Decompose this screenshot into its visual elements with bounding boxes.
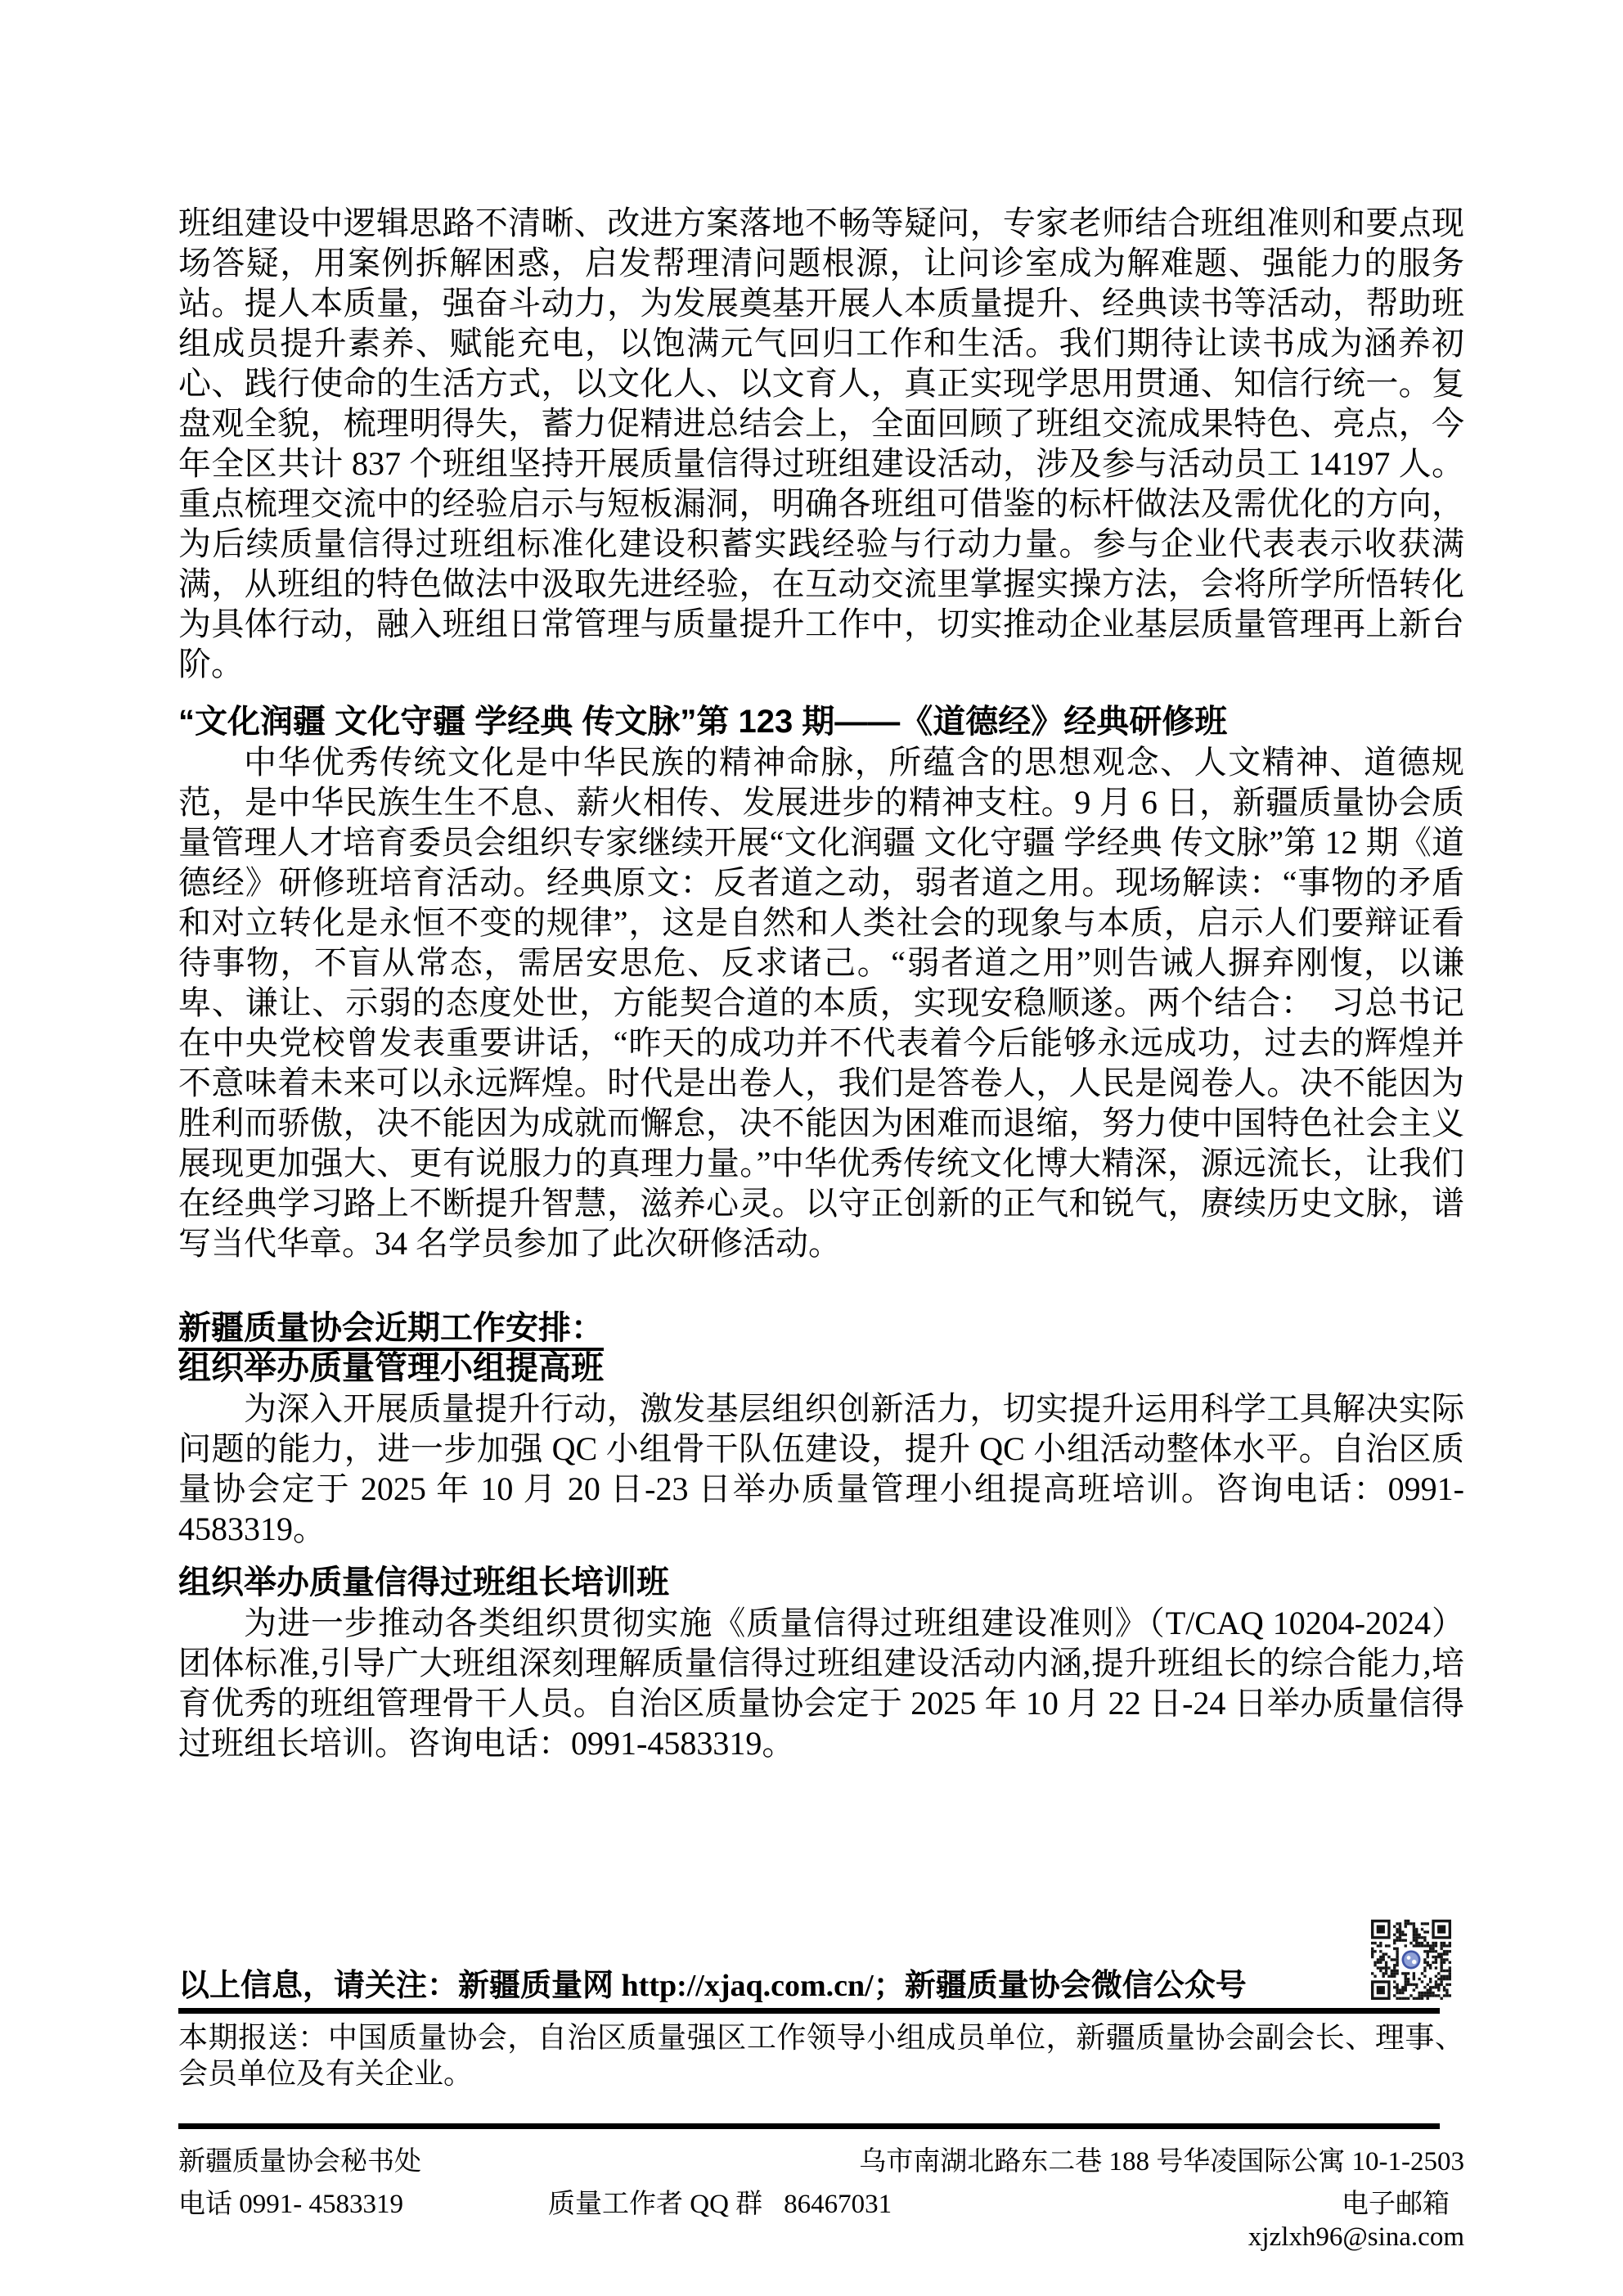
footer-email-label: 电子邮箱	[1342, 2190, 1450, 2219]
notice-suffix: ；新疆质量协会微信公众号	[873, 1969, 1247, 2003]
footer-qq-group	[548, 2188, 1129, 2221]
heading-daodejing-class: “文化润疆 文化守疆 学经典 传文脉”第 123 期——《道德经》经典研修班	[178, 704, 1228, 740]
footer-row-contacts	[178, 2188, 1464, 2253]
heading-upcoming-work-underline: 新疆质量协会近期工作安排：	[178, 1310, 604, 1351]
paragraph-team-leader-class: 为进一步推动各类组织贯彻实施《质量信得过班组建设准则》（T/CAQ 10204-2024）团体标准,引导广大班组深刻理解质量信得过班组建设活动内涵,提升班组长的综合能力,培育优秀的班组管理骨干人员。自治区质量协会定于 2025 年 10 月 22 日-24 日举办质量信得过班组长培训。咨询电话：0991-4583319。	[178, 1605, 1464, 1762]
footer-row-org	[178, 2145, 1464, 2178]
footer-address: 乌市南湖北路东二巷 188 号华凌国际公寓 10-1-2503	[859, 2147, 1464, 2177]
notice-text	[178, 1967, 1247, 2005]
paragraph-continued: 班组建设中逻辑思路不清晰、改进方案落地不畅等疑问，专家老师结合班组准则和要点现场答疑，用案例拆解困惑，启发帮理清问题根源，让问诊室成为解难题、强能力的服务站。提人本质量，强奋斗动力，为发展奠基开展人本质量提升、经典读书等活动，帮助班组成员提升素养、赋能充电，以饱满元气回归工作和生活。我们期待让读书成为涵养初心、践行使命的生活方式，以文化人、以文育人，真正实现学思用贯通、知信行统一。复盘观全貌，梳理明得失，蓄力促精进总结会上，全面回顾了班组交流成果特色、亮点，今年全区共计 837 个班组坚持开展质量信得过班组建设活动，涉及参与活动员工 14197 人。重点梳理交流中的经验启示与短板漏洞，明确各班组可借鉴的标杆做法及需优化的方向，为后续质量信得过班组标准化建设积蓄实践经验与行动力量。参与企业代表表示收获满满，从班组的特色做法中汲取先进经验，在互动交流里掌握实操方法，会将所学所悟转化为具体行动，融入班组日常管理与质量提升工作中，切实推动企业基层质量管理再上新台阶。	[178, 205, 1464, 682]
footer-phone: 电话 0991- 4583319	[178, 2190, 403, 2219]
heading-team-leader-class: 组织举办质量信得过班组长培训班	[178, 1564, 669, 1600]
notice-row	[178, 1918, 1464, 2008]
heading-upcoming-work	[178, 1308, 1464, 1348]
notice-prefix: 以上信息，请关注：新疆质量网	[178, 1969, 622, 2003]
footer-email	[1129, 2188, 1464, 2253]
paragraph-qc-group-class: 为深入开展质量提升行动，激发基层组织创新活力，切实提升运用科学工具解决实际问题的能力，进一步加强 QC 小组骨干队伍建设，提升 QC 小组活动整体水平。自治区质量协会定于 2025 年 10 月 20 日-23 日举办质量管理小组提高班培训。咨询电话：0991-4583319。	[178, 1390, 1464, 1547]
wechat-qrcode-svg	[1371, 1920, 1451, 2000]
website-link[interactable]: http://xjaq.com.cn/	[621, 1969, 874, 2003]
footer-qq-label: 质量工作者 QQ 群	[548, 2190, 763, 2219]
footer-org-name: 新疆质量协会秘书处	[178, 2147, 421, 2177]
horizontal-rule-bottom	[178, 2123, 1440, 2129]
qr-center-logo	[1400, 1948, 1422, 1970]
footer-qq-number: 86467031	[784, 2190, 892, 2219]
horizontal-rule-top	[178, 2008, 1440, 2014]
footer-email-value: xjzlxh96@sina.com	[1248, 2222, 1464, 2252]
paragraph-daodejing: 中华优秀传统文化是中华民族的精神命脉，所蕴含的思想观念、人文精神、道德规范，是中华民族生生不息、薪火相传、发展进步的精神支柱。9 月 6 日，新疆质量协会质量管理人才培育委员会组织专家继续开展“文化润疆 文化守疆 学经典 传文脉”第 12 期《道德经》研修班培育活动。经典原文：反者道之动，弱者道之用。现场解读：“事物的矛盾和对立转化是永恒不变的规律”，这是自然和人类社会的现象与本质，启示人们要辩证看待事物，不盲从常态，需居安思危、反求诸己。“弱者道之用”则告诫人摒弃刚愎，以谦卑、谦让、示弱的态度处世，方能契合道的本质，实现安稳顺遂。两个结合： 习总书记在中央党校曾发表重要讲话，“昨天的成功并不代表着今后能够永远成功，过去的辉煌并不意味着未来可以永远辉煌。时代是出卷人，我们是答卷人，人民是阅卷人。决不能因为胜利而骄傲，决不能因为成就而懈怠，决不能因为困难而退缩，努力使中国特色社会主义展现更加强大、更有说服力的真理力量。”中华优秀传统文化博大精深，源远流长，让我们在经典学习路上不断提升智慧，滋养心灵。以守正创新的正气和锐气，赓续历史文脉，谱写当代华章。34 名学员参加了此次研修活动。	[178, 744, 1464, 1262]
heading-qc-group-class: 组织举办质量管理小组提高班	[178, 1350, 604, 1386]
report-distribution-text: 本期报送：中国质量协会，自治区质量强区工作领导小组成员单位，新疆质量协会副会长、理事、会员单位及有关企业。	[178, 2021, 1464, 2090]
wechat-qrcode-image	[1371, 1920, 1451, 2000]
